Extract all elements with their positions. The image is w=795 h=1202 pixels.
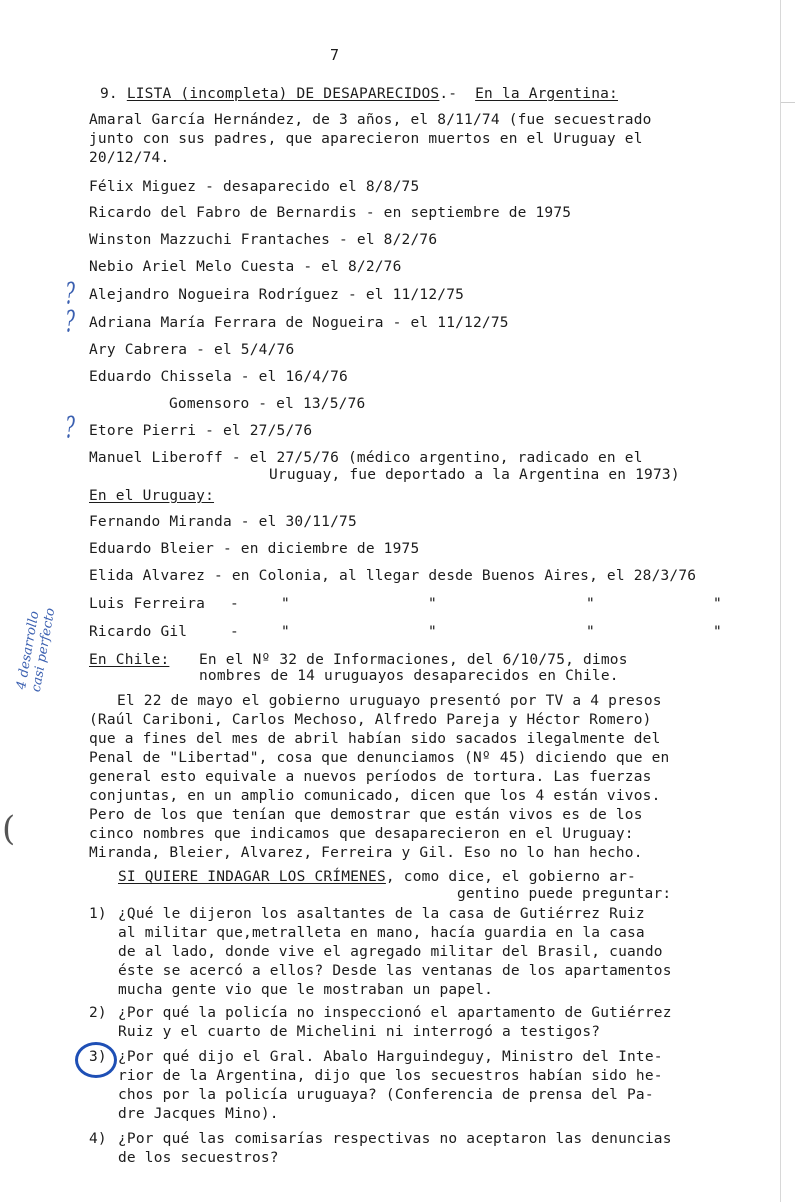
question-line: ¿Por qué las comisarías respectivas no aceptaron las denuncias <box>118 1131 672 1147</box>
question-number: 2) <box>89 1005 107 1021</box>
handwritten-margin-note: 4 desarrollo casi perfecto <box>14 606 59 694</box>
ditto-dash: - <box>230 596 239 612</box>
ditto-mark: " <box>428 624 437 640</box>
list-item: Uruguay, fue deportado a la Argentina en 1973) <box>269 467 680 483</box>
ditto-name: Luis Ferreira <box>89 596 206 612</box>
list-item: Ricardo del Fabro de Bernardis - en septiembre de 1975 <box>89 205 572 221</box>
page-edge-tick <box>781 102 795 103</box>
page-number: 7 <box>330 46 340 64</box>
paragraph-line: El 22 de mayo el gobierno uruguayo presentó por TV a 4 presos <box>117 693 662 709</box>
list-item: Eduardo Bleier - en diciembre de 1975 <box>89 541 420 557</box>
section-title: LISTA (incompleta) DE DESAPARECIDOS <box>126 86 440 102</box>
question-line: ¿Por qué la policía no inspeccionó el apartamento de Gutiérrez <box>118 1005 672 1021</box>
list-item: Fernando Miranda - el 30/11/75 <box>89 514 357 530</box>
list-item: junto con sus padres, que aparecieron muertos en el Uruguay el <box>89 131 643 147</box>
chile-heading: En Chile: <box>89 652 170 668</box>
list-item: Elida Alvarez - en Colonia, al llegar desde Buenos Aires, el 28/3/76 <box>89 568 697 584</box>
paragraph-line: Miranda, Bleier, Alvarez, Ferreira y Gil. Eso no lo han hecho. <box>89 845 643 861</box>
question-line: chos por la policía uruguaya? (Conferencia de prensa del Pa- <box>118 1087 654 1103</box>
list-item: Winston Mazzuchi Frantaches - el 8/2/76 <box>89 232 438 248</box>
chile-line: En el Nº 32 de Informaciones, del 6/10/75, dimos <box>199 652 628 668</box>
margin-paren-mark: ( <box>2 809 16 849</box>
question-line: éste se acercó a ellos? Desde las ventanas de los apartamentos <box>118 963 672 979</box>
ditto-mark: " <box>713 596 722 612</box>
handwritten-question-mark: ? <box>65 411 75 446</box>
list-item: Gomensoro - el 13/5/76 <box>169 396 366 412</box>
paragraph-line: que a fines del mes de abril habían sido sacados ilegalmente del <box>89 731 661 747</box>
list-item: Amaral García Hernández, de 3 años, el 8/11/74 (fue secuestrado <box>89 112 652 128</box>
inquiry-rest: , como dice, el gobierno ar- <box>385 869 636 885</box>
question-line: al militar que,metralleta en mano, hacía guardia en la casa <box>118 925 645 941</box>
question-number: 3) <box>89 1049 107 1065</box>
ditto-mark: " <box>586 596 595 612</box>
ditto-mark: " <box>281 624 290 640</box>
chile-line: nombres de 14 uruguayos desaparecidos en Chile. <box>199 668 619 684</box>
question-line: ¿Qué le dijeron los asaltantes de la casa de Gutiérrez Ruiz <box>118 906 645 922</box>
list-item: Ary Cabrera - el 5/4/76 <box>89 342 295 358</box>
question-number: 1) <box>89 906 107 922</box>
list-item: Adriana María Ferrara de Nogueira - el 11/12/75 <box>89 315 509 331</box>
section-number: 9. <box>100 86 118 102</box>
question-line: de al lado, donde vive el agregado militar del Brasil, cuando <box>118 944 663 960</box>
page-edge-line <box>780 0 781 1202</box>
ditto-mark: " <box>713 624 722 640</box>
paragraph-line: Pero de los que tenían que demostrar que están vivos es de los <box>89 807 643 823</box>
uruguay-heading: En el Uruguay: <box>89 488 215 504</box>
handwritten-circle <box>75 1042 117 1078</box>
ditto-mark: " <box>586 624 595 640</box>
question-line: rior de la Argentina, dijo que los secuestros habían sido he- <box>118 1068 663 1084</box>
question-line: dre Jacques Mino). <box>118 1106 279 1122</box>
list-item: Etore Pierri - el 27/5/76 <box>89 423 313 439</box>
list-item: 20/12/74. <box>89 150 170 166</box>
question-line: de los secuestros? <box>118 1150 279 1166</box>
paragraph-line: cinco nombres que indicamos que desaparecieron en el Uruguay: <box>89 826 634 842</box>
list-item: Eduardo Chissela - el 16/4/76 <box>89 369 348 385</box>
question-line: Ruiz y el cuarto de Michelini ni interrogó a testigos? <box>118 1024 601 1040</box>
list-item: Alejandro Nogueira Rodríguez - el 11/12/75 <box>89 287 465 303</box>
question-line: ¿Por qué dijo el Gral. Abalo Harguindeguy, Ministro del Inte- <box>118 1049 663 1065</box>
ditto-mark: " <box>281 596 290 612</box>
section-heading <box>100 85 618 104</box>
handwritten-question-mark: ? <box>65 305 75 340</box>
paragraph-line: (Raúl Cariboni, Carlos Mechoso, Alfredo Pareja y Héctor Romero) <box>89 712 652 728</box>
section-separator: .- <box>439 86 458 102</box>
paragraph-line: general esto equivale a nuevos períodos de tortura. Las fuerzas <box>89 769 652 785</box>
ditto-dash: - <box>230 624 239 640</box>
argentina-heading: En la Argentina: <box>475 86 618 102</box>
list-item: Nebio Ariel Melo Cuesta - el 8/2/76 <box>89 259 402 275</box>
inquiry-title: SI QUIERE INDAGAR LOS CRÍMENES <box>118 869 386 885</box>
paragraph-line: conjuntas, en un amplio comunicado, dicen que los 4 están vivos. <box>89 788 661 804</box>
list-item: Félix Miguez - desaparecido el 8/8/75 <box>89 179 420 195</box>
question-line: mucha gente vio que le mostraban un papel. <box>118 982 494 998</box>
ditto-name: Ricardo Gil <box>89 624 188 640</box>
paragraph-line: Penal de "Libertad", cosa que denunciamos (Nº 45) diciendo que en <box>89 750 670 766</box>
list-item: Manuel Liberoff - el 27/5/76 (médico argentino, radicado en el <box>89 450 643 466</box>
question-number: 4) <box>89 1131 107 1147</box>
inquiry-line: gentino puede preguntar: <box>457 886 672 902</box>
handwritten-question-mark: ? <box>65 277 75 312</box>
ditto-mark: " <box>428 596 437 612</box>
